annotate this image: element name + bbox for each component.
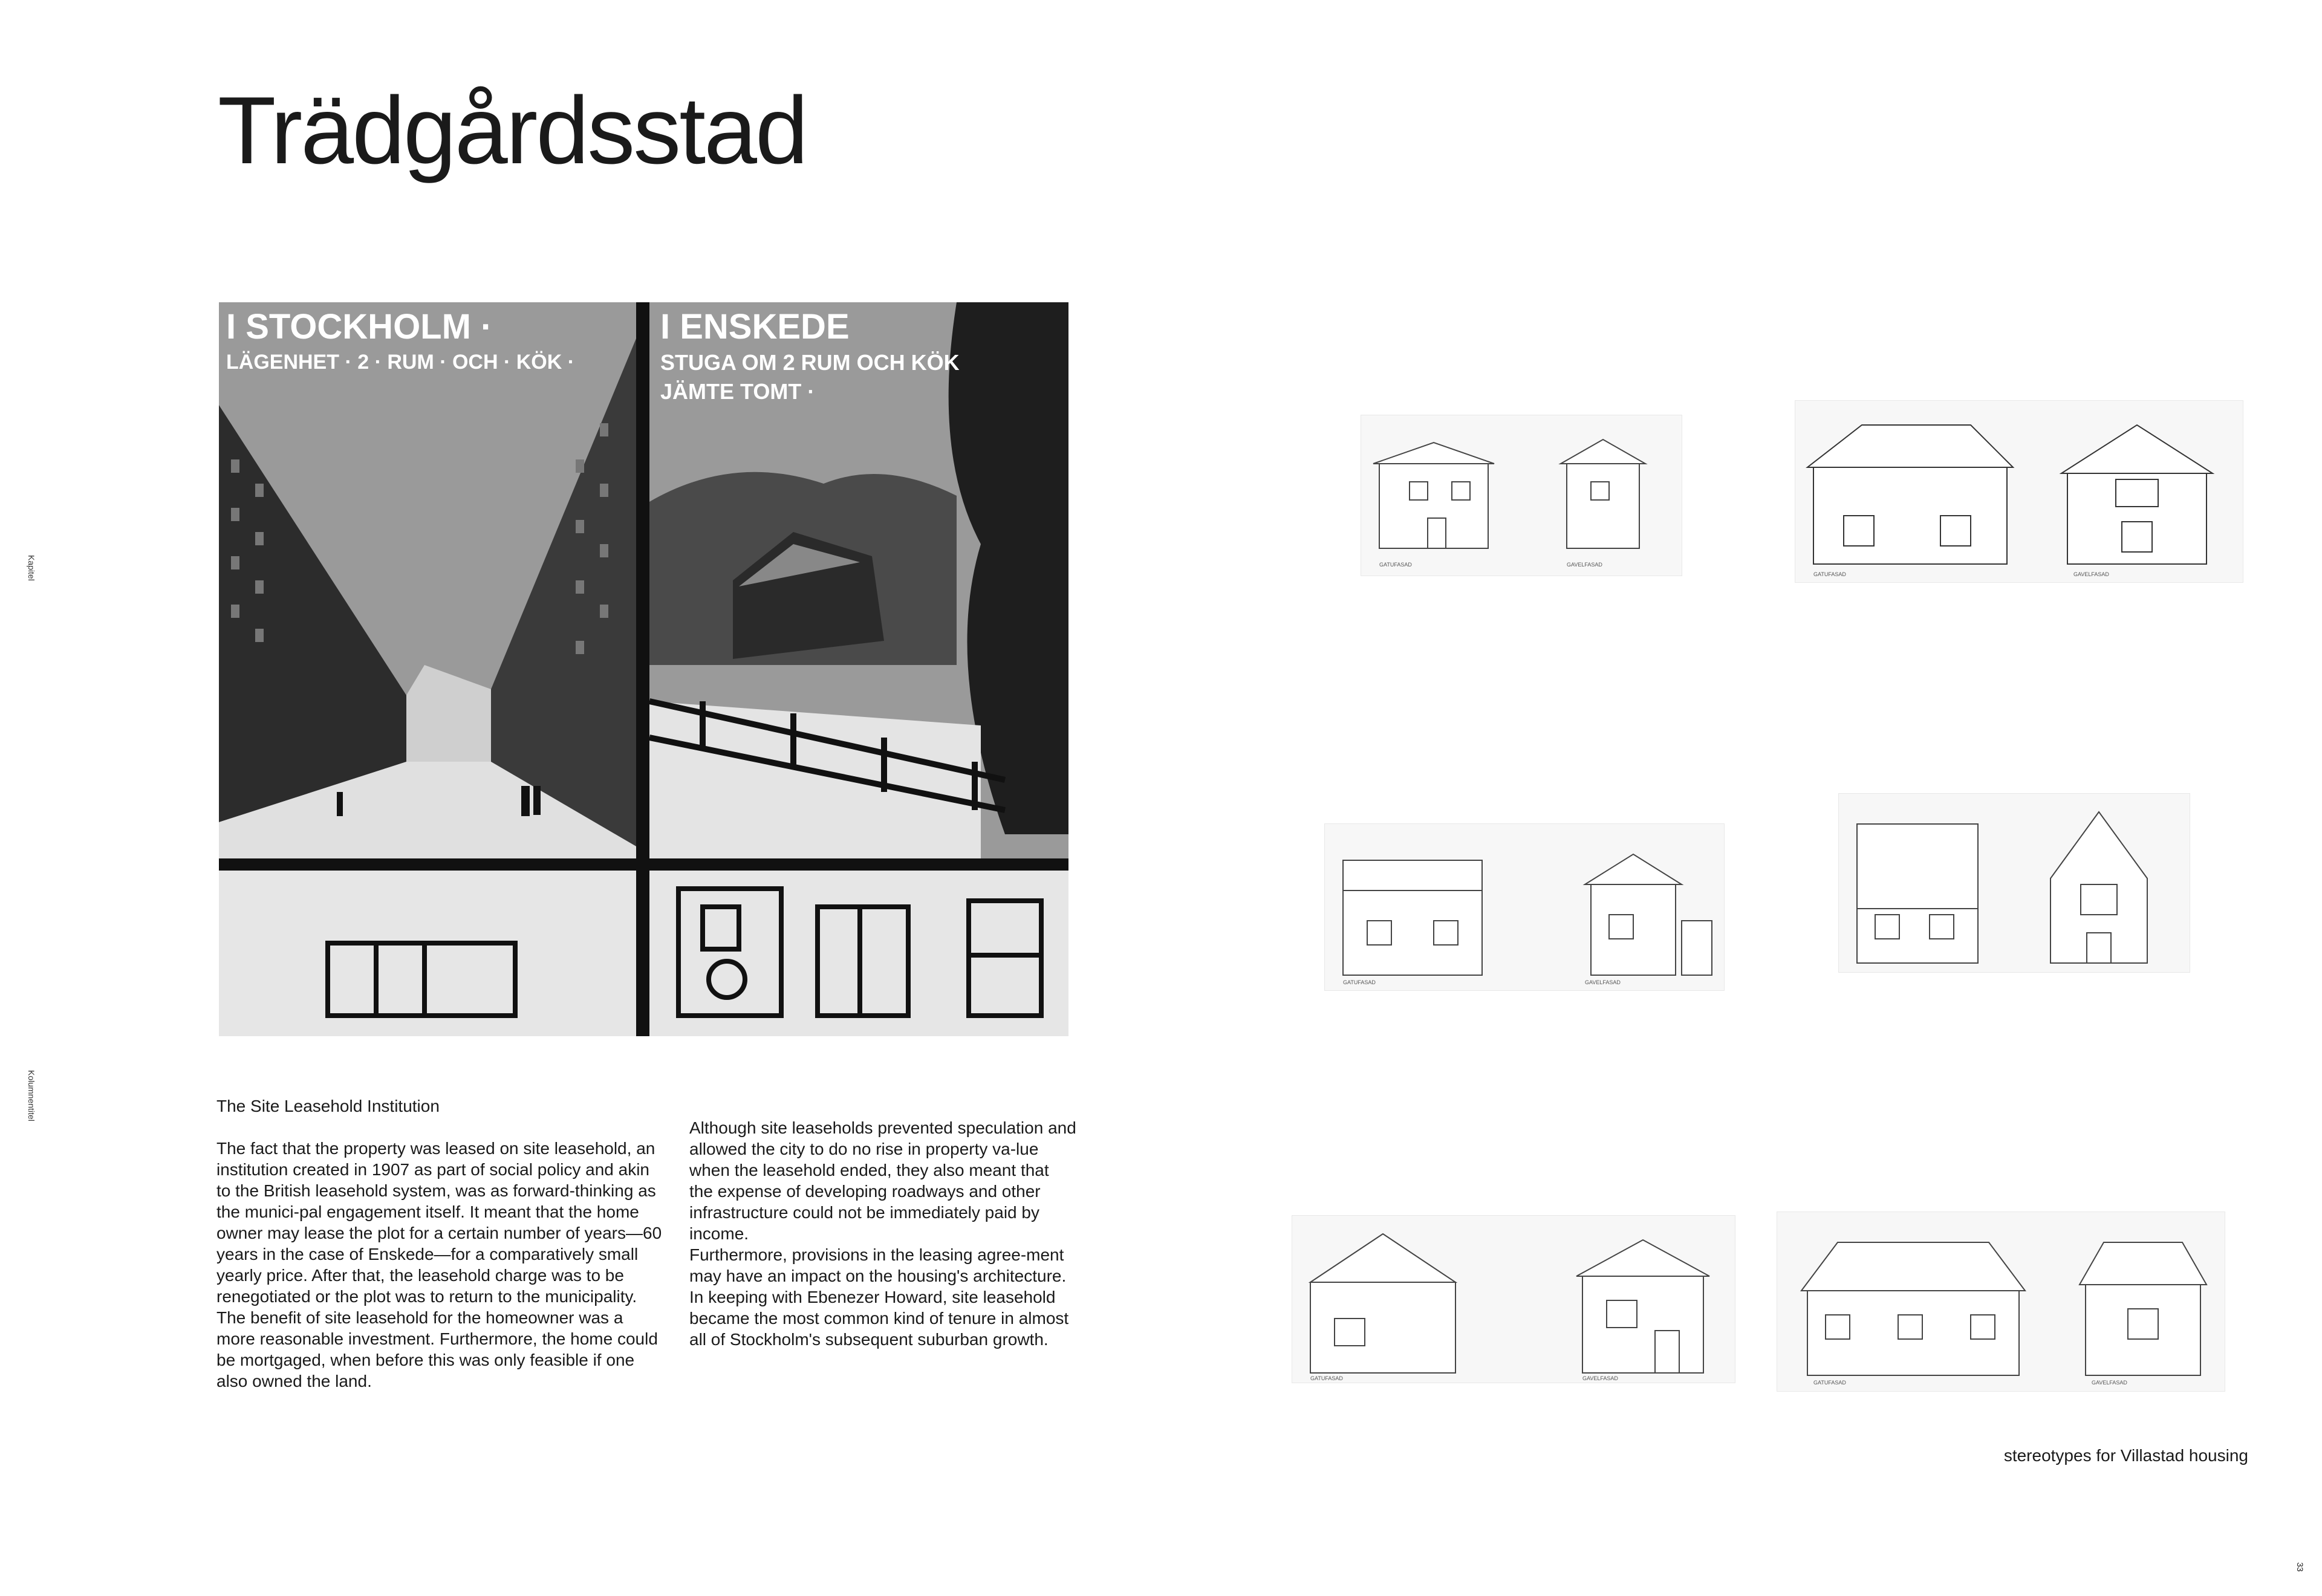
elevation-drawing-6: [1777, 1212, 2225, 1392]
elevation-drawing-3: [1324, 823, 1725, 991]
stockholm-enskede-comparison-figure: [219, 302, 1068, 1036]
drawing-label-street: GATUFASAD: [1813, 1380, 1846, 1386]
drawing-label-gable: GAVELFASAD: [1585, 979, 1621, 985]
drawing-label-gable: GAVELFASAD: [1582, 1375, 1618, 1381]
drawing-label-gable: GAVELFASAD: [2073, 571, 2109, 577]
drawing-label-street: GATUFASAD: [1379, 562, 1412, 568]
figure-right-subheading-2: JÄMTE TOMT ·: [660, 379, 815, 404]
page-title: Trädgårdsstad: [218, 77, 807, 184]
figure-left-heading: I STOCKHOLM ·: [226, 307, 493, 346]
chapter-side-label: Kapitel: [27, 555, 36, 581]
drawing-label-street: GATUFASAD: [1343, 979, 1376, 985]
elevation-drawing-1: [1361, 415, 1682, 576]
page-number: 33: [2295, 1562, 2306, 1572]
drawing-label-street: GATUFASAD: [1813, 571, 1846, 577]
figure-right-subheading: STUGA OM 2 RUM OCH KÖK: [660, 350, 960, 375]
body-text-column-1: The Site Leasehold Institution The fact that the property was leased on site leasehold, an institution created in 1907 as part of social policy and akin to the British leasehold system, was as forward-thinking as the munici-pal engagement itself. It meant that the home owner may lease the plot for a certain number of years—60 years in the case of Enskede—for a comparatively small yearly price. After that, the leasehold charge was to be renegotiated or the plot was to return to the municipality. The benefit of site leasehold for the homeowner was a more reasonable investment. Furthermore, the home could be mortgaged, when before this was only feasible if one also owned the land.: [216, 1097, 662, 1390]
drawings-caption: stereotypes for Villastad housing: [2003, 1446, 2248, 1465]
elevation-drawing-2: [1795, 400, 2243, 583]
figure-right-heading: I ENSKEDE: [660, 307, 850, 346]
body-text-column-2: Although site leaseholds prevented speculation and allowed the city to do no rise in property va-lue when the leasehold ended, they also meant that the expense of developing roadways and other infrastructure could not be immediately paid by income. Furthermore, provisions in the leasing agree-ment may have an impact on the housing's architecture. In keeping with Ebenezer Howard, site leasehold became the most common kind of tenure in almost all of Stockholm's subsequent suburban growth.: [689, 1118, 1076, 1349]
drawing-label-gable: GAVELFASAD: [1567, 562, 1602, 568]
figure-left-subheading: LÄGENHET · 2 · RUM · OCH · KÖK ·: [226, 351, 575, 374]
drawing-label-street: GATUFASAD: [1310, 1375, 1343, 1381]
column-title-side-label: Kolumnentitel: [27, 1070, 36, 1121]
elevation-drawing-4: [1838, 793, 2190, 973]
elevation-drawing-5: [1292, 1215, 1735, 1383]
drawing-label-gable: GAVELFASAD: [2092, 1380, 2127, 1386]
